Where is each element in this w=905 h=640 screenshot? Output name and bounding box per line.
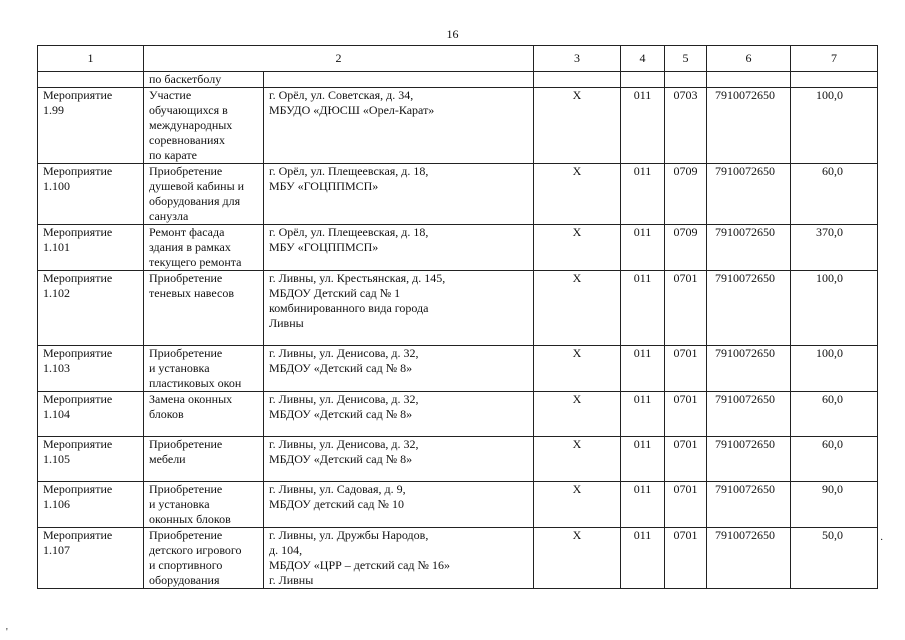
table-row [38, 482, 878, 528]
table-cell: 0709 [665, 164, 707, 225]
table-cell: 50,0 [791, 528, 878, 589]
table-cell: 60,0 [791, 437, 878, 482]
continuation-text: по баскетболу [144, 72, 264, 88]
table-cell: Приобретение и установка пластиковых окон [144, 346, 264, 392]
page-number: 16 [446, 27, 459, 41]
table-cell: 7910072650 [707, 437, 791, 482]
margin-mark-left: ' [6, 627, 8, 638]
table-cell: 011 [621, 164, 665, 225]
table-cell: г. Ливны, ул. Денисова, д. 32, МБДОУ «Детский сад № 8» [264, 346, 534, 392]
table-row [38, 164, 878, 225]
header-col-1: 1 [38, 46, 144, 72]
table-cell: 100,0 [791, 88, 878, 164]
header-col-4: 4 [621, 46, 665, 72]
table-cell: 011 [621, 482, 665, 528]
table-cell: Мероприятие 1.103 [38, 346, 144, 392]
table-cell: 011 [621, 271, 665, 346]
table-row [38, 528, 878, 589]
table-cell: 7910072650 [707, 392, 791, 437]
table-cell: 011 [621, 528, 665, 589]
header-col-5: 5 [665, 46, 707, 72]
table-cell: г. Орёл, ул. Советская, д. 34, МБУДО «ДЮСШ «Орел-Карат» [264, 88, 534, 164]
table-cell: г. Ливны, ул. Дружбы Народов, д. 104, МБДОУ «ЦРР – детский сад № 16» г. Ливны [264, 528, 534, 589]
table-cell: Замена оконных блоков [144, 392, 264, 437]
table-cell: 7910072650 [707, 482, 791, 528]
table-cell: Мероприятие 1.101 [38, 225, 144, 271]
table-cell: Х [534, 437, 621, 482]
table-cell: Мероприятие 1.106 [38, 482, 144, 528]
header-row [38, 46, 878, 72]
table-cell: Мероприятие 1.102 [38, 271, 144, 346]
table-cell: 0701 [665, 346, 707, 392]
table-cell: Участие обучающихся в международных соревнованиях по карате [144, 88, 264, 164]
margin-mark-right: · [880, 535, 884, 546]
table-cell: 7910072650 [707, 88, 791, 164]
table-cell: 7910072650 [707, 346, 791, 392]
table-cell: 011 [621, 392, 665, 437]
table-cell: 0709 [665, 225, 707, 271]
table-cell: Х [534, 528, 621, 589]
table-cell: г. Орёл, ул. Плещеевская, д. 18, МБУ «ГОЦППМСП» [264, 225, 534, 271]
table-cell: 011 [621, 346, 665, 392]
table-row [38, 225, 878, 271]
table-cell: 60,0 [791, 392, 878, 437]
table-cell: Мероприятие 1.105 [38, 437, 144, 482]
table-cell: Приобретение душевой кабины и оборудования для санузла [144, 164, 264, 225]
table-cell: г. Ливны, ул. Крестьянская, д. 145, МБДОУ Детский сад № 1 комбинированного вида города Ливны [264, 271, 534, 346]
table-row [38, 271, 878, 346]
table-row [38, 392, 878, 437]
table-cell: Х [534, 392, 621, 437]
table-cell: Мероприятие 1.99 [38, 88, 144, 164]
table-cell: Х [534, 164, 621, 225]
table-cell: 0701 [665, 482, 707, 528]
table-cell: г. Орёл, ул. Плещеевская, д. 18, МБУ «ГОЦППМСП» [264, 164, 534, 225]
table-row [38, 346, 878, 392]
table-cell: 0701 [665, 437, 707, 482]
table-cell: 60,0 [791, 164, 878, 225]
table-cell: Ремонт фасада здания в рамках текущего ремонта [144, 225, 264, 271]
table-cell: 370,0 [791, 225, 878, 271]
table-cell: Мероприятие 1.100 [38, 164, 144, 225]
table-cell: г. Ливны, ул. Денисова, д. 32, МБДОУ «Детский сад № 8» [264, 392, 534, 437]
table-cell: 7910072650 [707, 225, 791, 271]
table-cell: Х [534, 271, 621, 346]
table-cell: 90,0 [791, 482, 878, 528]
table-cell: Х [534, 88, 621, 164]
table-cell: г. Ливны, ул. Денисова, д. 32, МБДОУ «Детский сад № 8» [264, 437, 534, 482]
table-cell: 0701 [665, 271, 707, 346]
table-cell: 100,0 [791, 271, 878, 346]
table-cell: г. Ливны, ул. Садовая, д. 9, МБДОУ детский сад № 10 [264, 482, 534, 528]
header-col-3: 3 [534, 46, 621, 72]
table-cell: 011 [621, 88, 665, 164]
table-cell: Приобретение теневых навесов [144, 271, 264, 346]
table-cell: Х [534, 346, 621, 392]
table-row [38, 437, 878, 482]
table-cell: Приобретение и установка оконных блоков [144, 482, 264, 528]
table-cell: 7910072650 [707, 271, 791, 346]
table-cell: 7910072650 [707, 164, 791, 225]
table-cell: 100,0 [791, 346, 878, 392]
table-cell: Мероприятие 1.107 [38, 528, 144, 589]
table-cell: Мероприятие 1.104 [38, 392, 144, 437]
measures-table [37, 45, 878, 589]
table-cell: Х [534, 482, 621, 528]
table-cell: Приобретение мебели [144, 437, 264, 482]
table-cell: Приобретение детского игрового и спортивного оборудования [144, 528, 264, 589]
table-row [38, 88, 878, 164]
header-col-2: 2 [144, 46, 534, 72]
table-cell: 011 [621, 437, 665, 482]
header-col-6: 6 [707, 46, 791, 72]
table-cell: Х [534, 225, 621, 271]
table-cell: 0701 [665, 392, 707, 437]
table-cell: 0701 [665, 528, 707, 589]
table-cell: 7910072650 [707, 528, 791, 589]
continuation-row [38, 72, 878, 88]
table-cell: 011 [621, 225, 665, 271]
table-cell: 0703 [665, 88, 707, 164]
header-col-7: 7 [791, 46, 878, 72]
